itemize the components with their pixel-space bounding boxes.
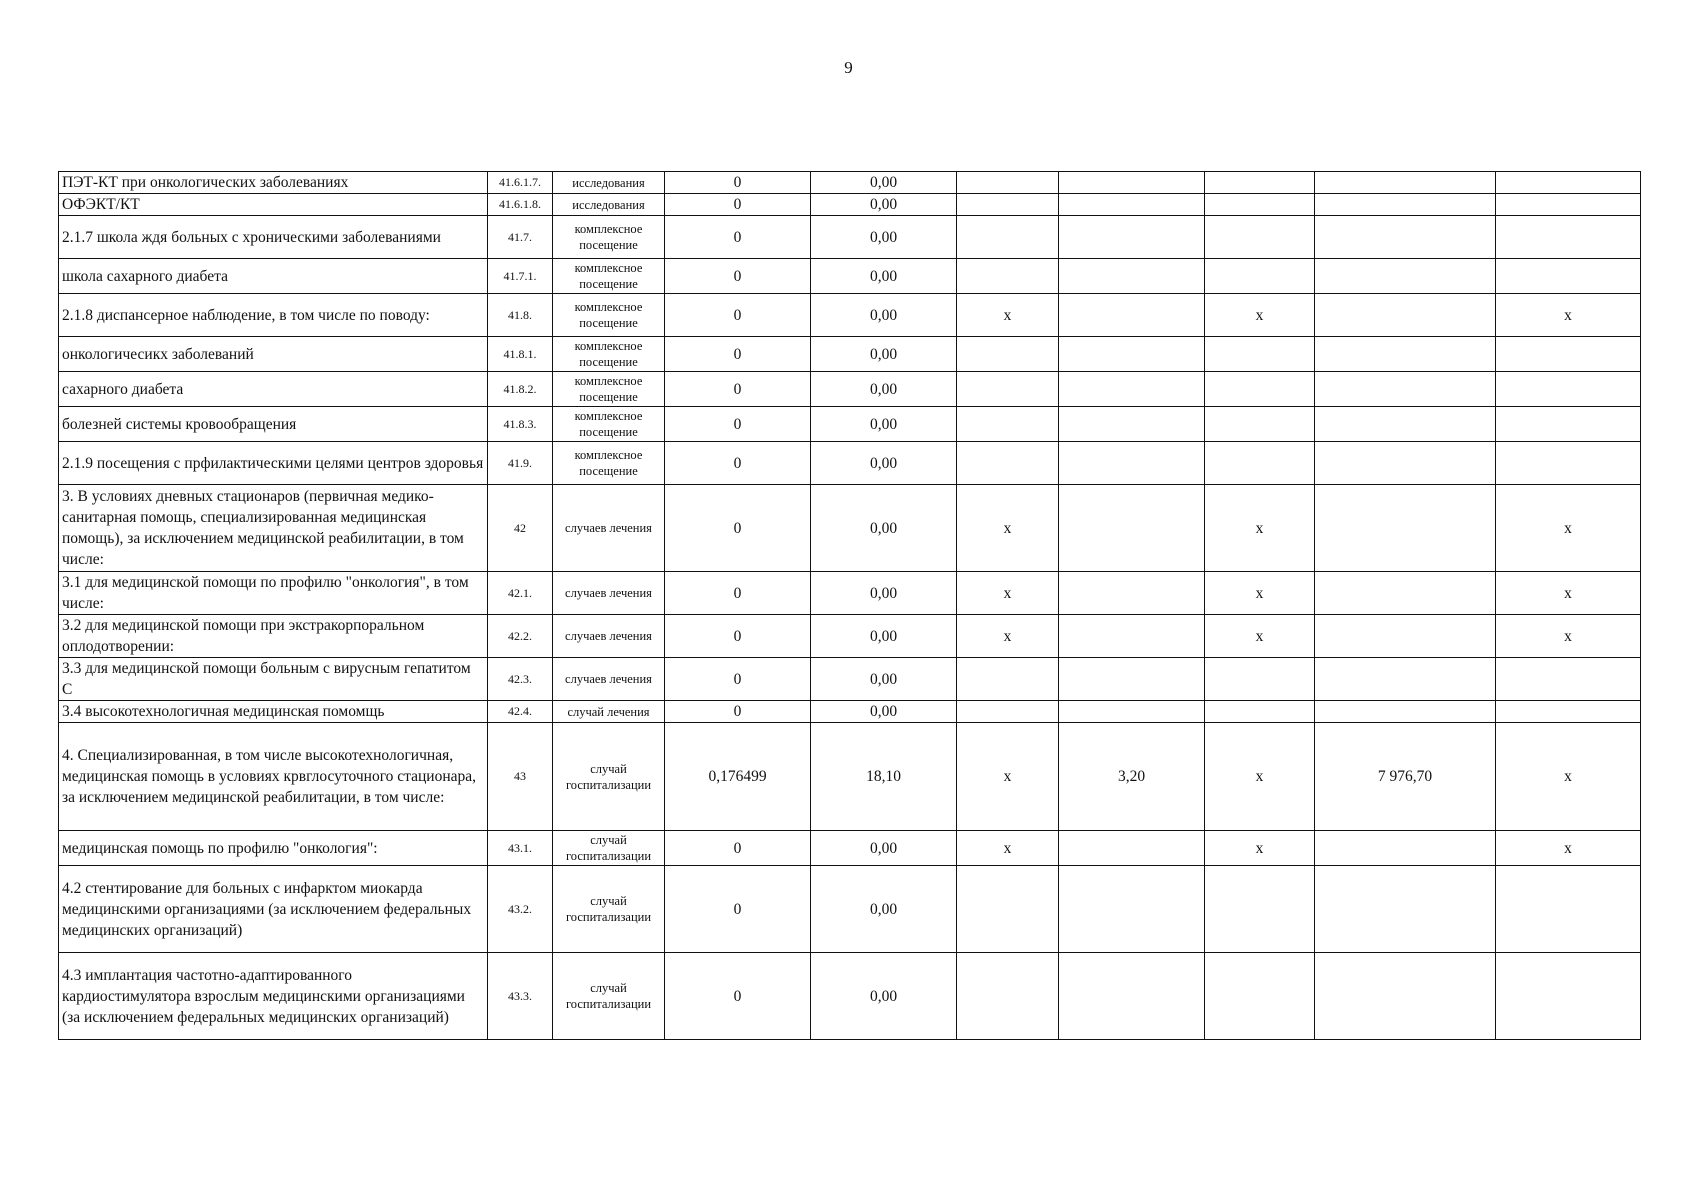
row-value-cell-5 <box>1205 172 1315 194</box>
table-row <box>59 442 1641 485</box>
row-name-cell: 2.1.9 посещения с прфилактическими целями центров здоровья <box>59 442 488 485</box>
row-value-cell-2: 0,00 <box>811 572 957 615</box>
row-value-cell-2: 0,00 <box>811 407 957 442</box>
row-value-cell-3: x <box>957 831 1059 866</box>
row-value-cell-6 <box>1315 701 1496 723</box>
row-value-cell-4 <box>1059 658 1205 701</box>
row-value-cell-7 <box>1496 407 1641 442</box>
row-name-cell: 4. Специализированная, в том числе высокотехнологичная, медицинская помощь в условиях крвглосуточного стационара, за исключением медицинской реабилитации, в том числе: <box>59 723 488 831</box>
row-unit-cell: случай госпитализации <box>553 723 665 831</box>
row-name-cell: ОФЭКТ/КТ <box>59 194 488 216</box>
row-value-cell-3 <box>957 216 1059 259</box>
row-value-cell-3 <box>957 442 1059 485</box>
row-value-cell-6 <box>1315 372 1496 407</box>
row-code-cell: 41.7.1. <box>488 259 553 294</box>
row-value-cell-3 <box>957 172 1059 194</box>
row-value-cell-5 <box>1205 701 1315 723</box>
table-row <box>59 658 1641 701</box>
row-value-cell-5: x <box>1205 294 1315 337</box>
row-unit-cell: комплексное посещение <box>553 407 665 442</box>
row-value-cell-1: 0 <box>665 294 811 337</box>
row-value-cell-1: 0 <box>665 866 811 953</box>
row-unit-cell: случаев лечения <box>553 658 665 701</box>
table-row <box>59 485 1641 572</box>
row-unit-cell: комплексное посещение <box>553 442 665 485</box>
row-value-cell-2: 0,00 <box>811 701 957 723</box>
row-value-cell-4 <box>1059 866 1205 953</box>
row-value-cell-1: 0 <box>665 407 811 442</box>
row-value-cell-6 <box>1315 294 1496 337</box>
table-row <box>59 953 1641 1040</box>
row-value-cell-7: x <box>1496 615 1641 658</box>
row-value-cell-1: 0 <box>665 658 811 701</box>
row-code-cell: 41.7. <box>488 216 553 259</box>
row-value-cell-2: 0,00 <box>811 485 957 572</box>
row-value-cell-5 <box>1205 407 1315 442</box>
row-name-cell: 3.3 для медицинской помощи больным с вирусным гепатитом С <box>59 658 488 701</box>
table-row <box>59 194 1641 216</box>
row-code-cell: 41.6.1.7. <box>488 172 553 194</box>
row-unit-cell: комплексное посещение <box>553 294 665 337</box>
row-value-cell-4 <box>1059 442 1205 485</box>
row-value-cell-5 <box>1205 372 1315 407</box>
row-value-cell-6 <box>1315 615 1496 658</box>
row-value-cell-5 <box>1205 442 1315 485</box>
row-unit-cell: случай лечения <box>553 701 665 723</box>
row-value-cell-4 <box>1059 194 1205 216</box>
row-value-cell-1: 0 <box>665 572 811 615</box>
row-value-cell-7: x <box>1496 294 1641 337</box>
row-value-cell-3: x <box>957 294 1059 337</box>
row-name-cell: ПЭТ-КТ при онкологических заболеваниях <box>59 172 488 194</box>
row-value-cell-6 <box>1315 442 1496 485</box>
row-value-cell-5 <box>1205 259 1315 294</box>
row-value-cell-1: 0 <box>665 337 811 372</box>
row-value-cell-1: 0 <box>665 831 811 866</box>
row-unit-cell: комплексное посещение <box>553 259 665 294</box>
table-row <box>59 294 1641 337</box>
row-value-cell-3: x <box>957 485 1059 572</box>
row-value-cell-3 <box>957 658 1059 701</box>
row-value-cell-1: 0,176499 <box>665 723 811 831</box>
row-value-cell-7 <box>1496 866 1641 953</box>
row-value-cell-4 <box>1059 294 1205 337</box>
row-unit-cell: случай госпитализации <box>553 866 665 953</box>
row-value-cell-7 <box>1496 658 1641 701</box>
row-value-cell-2: 0,00 <box>811 831 957 866</box>
row-value-cell-2: 0,00 <box>811 372 957 407</box>
table-row <box>59 723 1641 831</box>
row-value-cell-3 <box>957 407 1059 442</box>
row-value-cell-5 <box>1205 194 1315 216</box>
row-code-cell: 43.1. <box>488 831 553 866</box>
row-code-cell: 43.2. <box>488 866 553 953</box>
row-value-cell-1: 0 <box>665 953 811 1040</box>
row-value-cell-7 <box>1496 701 1641 723</box>
row-value-cell-7 <box>1496 194 1641 216</box>
row-name-cell: 4.2 стентирование для больных с инфарктом миокарда медицинскими организациями (за исключением федеральных медицинских организаций) <box>59 866 488 953</box>
row-code-cell: 41.9. <box>488 442 553 485</box>
row-unit-cell: комплексное посещение <box>553 216 665 259</box>
table-row <box>59 172 1641 194</box>
row-value-cell-4 <box>1059 953 1205 1040</box>
row-code-cell: 41.6.1.8. <box>488 194 553 216</box>
row-code-cell: 42.1. <box>488 572 553 615</box>
row-value-cell-5: x <box>1205 572 1315 615</box>
row-value-cell-7 <box>1496 337 1641 372</box>
table-row <box>59 259 1641 294</box>
row-value-cell-1: 0 <box>665 701 811 723</box>
row-value-cell-4 <box>1059 372 1205 407</box>
row-value-cell-6 <box>1315 866 1496 953</box>
row-value-cell-5 <box>1205 658 1315 701</box>
table-row <box>59 866 1641 953</box>
row-value-cell-2: 0,00 <box>811 337 957 372</box>
row-code-cell: 41.8.3. <box>488 407 553 442</box>
row-value-cell-3: x <box>957 615 1059 658</box>
row-name-cell: 4.3 имплантация частотно-адаптированного кардиостимулятора взрослым медицинскими организациями (за исключением федеральных медицинских организаций) <box>59 953 488 1040</box>
row-value-cell-2: 0,00 <box>811 615 957 658</box>
row-name-cell: 2.1.8 диспансерное наблюдение, в том числе по поводу: <box>59 294 488 337</box>
row-name-cell: 3. В условиях дневных стационаров (первичная медико-санитарная помощь, специализированная медицинская помощь), за исключением медицинской реабилитации, в том числе: <box>59 485 488 572</box>
row-name-cell: сахарного диабета <box>59 372 488 407</box>
row-value-cell-2: 0,00 <box>811 172 957 194</box>
row-value-cell-3 <box>957 259 1059 294</box>
row-value-cell-7: x <box>1496 831 1641 866</box>
table-body <box>59 172 1641 1040</box>
row-value-cell-3 <box>957 372 1059 407</box>
row-value-cell-1: 0 <box>665 259 811 294</box>
row-value-cell-4 <box>1059 485 1205 572</box>
row-unit-cell: случаев лечения <box>553 572 665 615</box>
row-value-cell-5 <box>1205 866 1315 953</box>
row-unit-cell: случай госпитализации <box>553 831 665 866</box>
row-value-cell-5: x <box>1205 615 1315 658</box>
row-value-cell-7: x <box>1496 572 1641 615</box>
row-unit-cell: случай госпитализации <box>553 953 665 1040</box>
row-code-cell: 41.8.2. <box>488 372 553 407</box>
row-value-cell-6 <box>1315 259 1496 294</box>
row-value-cell-3 <box>957 194 1059 216</box>
row-value-cell-4 <box>1059 259 1205 294</box>
row-value-cell-1: 0 <box>665 615 811 658</box>
row-value-cell-5 <box>1205 953 1315 1040</box>
row-name-cell: 2.1.7 школа ждя больных с хроническими заболеваниями <box>59 216 488 259</box>
row-value-cell-5: x <box>1205 485 1315 572</box>
table-row <box>59 615 1641 658</box>
row-value-cell-3: x <box>957 572 1059 615</box>
row-value-cell-4 <box>1059 572 1205 615</box>
row-value-cell-6 <box>1315 172 1496 194</box>
row-value-cell-6 <box>1315 658 1496 701</box>
row-value-cell-4 <box>1059 172 1205 194</box>
row-value-cell-7 <box>1496 442 1641 485</box>
row-value-cell-2: 0,00 <box>811 259 957 294</box>
row-value-cell-6 <box>1315 407 1496 442</box>
row-value-cell-7 <box>1496 953 1641 1040</box>
row-value-cell-6 <box>1315 953 1496 1040</box>
row-code-cell: 42 <box>488 485 553 572</box>
row-value-cell-2: 0,00 <box>811 194 957 216</box>
row-value-cell-3 <box>957 953 1059 1040</box>
table-row <box>59 831 1641 866</box>
row-value-cell-2: 0,00 <box>811 953 957 1040</box>
table-row <box>59 216 1641 259</box>
row-value-cell-4 <box>1059 615 1205 658</box>
row-value-cell-5: x <box>1205 831 1315 866</box>
row-value-cell-7: x <box>1496 723 1641 831</box>
row-value-cell-2: 0,00 <box>811 658 957 701</box>
row-unit-cell: случаев лечения <box>553 615 665 658</box>
row-value-cell-2: 0,00 <box>811 866 957 953</box>
row-name-cell: 3.1 для медицинской помощи по профилю "онкология", в том числе: <box>59 572 488 615</box>
row-value-cell-1: 0 <box>665 442 811 485</box>
row-value-cell-6 <box>1315 572 1496 615</box>
row-unit-cell: исследования <box>553 172 665 194</box>
table-row <box>59 701 1641 723</box>
row-name-cell: болезней системы кровообращения <box>59 407 488 442</box>
table-row <box>59 572 1641 615</box>
row-value-cell-2: 0,00 <box>811 294 957 337</box>
row-value-cell-3 <box>957 866 1059 953</box>
page-number: 9 <box>844 58 853 77</box>
row-value-cell-3 <box>957 337 1059 372</box>
row-name-cell: школа сахарного диабета <box>59 259 488 294</box>
row-code-cell: 42.4. <box>488 701 553 723</box>
row-value-cell-6: 7 976,70 <box>1315 723 1496 831</box>
row-code-cell: 41.8.1. <box>488 337 553 372</box>
row-value-cell-7: x <box>1496 485 1641 572</box>
row-value-cell-4 <box>1059 831 1205 866</box>
row-value-cell-5: x <box>1205 723 1315 831</box>
row-value-cell-2: 0,00 <box>811 216 957 259</box>
row-value-cell-7 <box>1496 259 1641 294</box>
table-row <box>59 372 1641 407</box>
row-value-cell-2: 18,10 <box>811 723 957 831</box>
row-value-cell-4 <box>1059 216 1205 259</box>
row-value-cell-2: 0,00 <box>811 442 957 485</box>
row-value-cell-6 <box>1315 831 1496 866</box>
data-table <box>58 171 1641 1040</box>
row-value-cell-7 <box>1496 172 1641 194</box>
row-value-cell-1: 0 <box>665 485 811 572</box>
row-value-cell-4 <box>1059 701 1205 723</box>
row-value-cell-6 <box>1315 216 1496 259</box>
row-code-cell: 42.2. <box>488 615 553 658</box>
row-code-cell: 41.8. <box>488 294 553 337</box>
row-value-cell-5 <box>1205 337 1315 372</box>
row-value-cell-6 <box>1315 485 1496 572</box>
table-row <box>59 407 1641 442</box>
row-code-cell: 43.3. <box>488 953 553 1040</box>
row-value-cell-4 <box>1059 407 1205 442</box>
row-unit-cell: исследования <box>553 194 665 216</box>
row-value-cell-7 <box>1496 372 1641 407</box>
row-value-cell-1: 0 <box>665 216 811 259</box>
row-value-cell-1: 0 <box>665 194 811 216</box>
row-name-cell: 3.2 для медицинской помощи при экстракорпоральном оплодотворении: <box>59 615 488 658</box>
row-unit-cell: случаев лечения <box>553 485 665 572</box>
row-unit-cell: комплексное посещение <box>553 337 665 372</box>
row-value-cell-1: 0 <box>665 172 811 194</box>
row-name-cell: онкологичесикх заболеваний <box>59 337 488 372</box>
row-unit-cell: комплексное посещение <box>553 372 665 407</box>
row-value-cell-4 <box>1059 337 1205 372</box>
row-name-cell: 3.4 высокотехнологичная медицинская помомщь <box>59 701 488 723</box>
row-value-cell-7 <box>1496 216 1641 259</box>
table-row <box>59 337 1641 372</box>
row-code-cell: 43 <box>488 723 553 831</box>
row-value-cell-4: 3,20 <box>1059 723 1205 831</box>
row-value-cell-6 <box>1315 337 1496 372</box>
row-value-cell-1: 0 <box>665 372 811 407</box>
row-name-cell: медицинская помощь по профилю "онкология": <box>59 831 488 866</box>
row-code-cell: 42.3. <box>488 658 553 701</box>
row-value-cell-6 <box>1315 194 1496 216</box>
row-value-cell-3 <box>957 701 1059 723</box>
row-value-cell-5 <box>1205 216 1315 259</box>
row-value-cell-3: x <box>957 723 1059 831</box>
